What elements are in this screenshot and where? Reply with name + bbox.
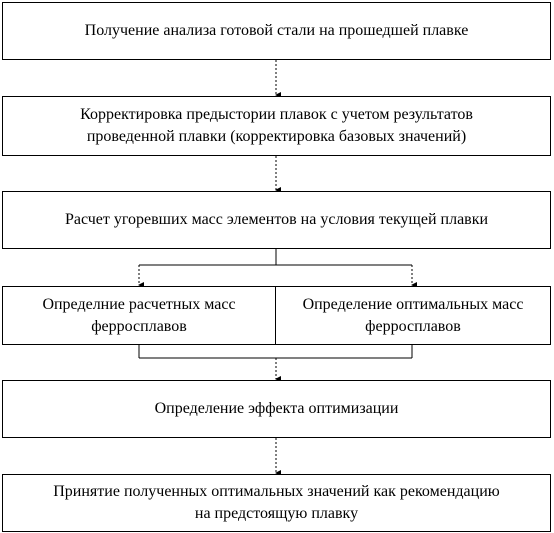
step-calc-ferroalloy-masses-line2: ферросплавов: [91, 317, 187, 335]
step-correct-history-line2: проведенной плавки (корректировка базовых значений): [86, 128, 467, 145]
step-calc-ferroalloy-masses: [2, 286, 276, 345]
step-correct-history: [2, 96, 551, 156]
step-optimization-effect: [2, 380, 551, 438]
step-calc-burned-masses: [2, 191, 551, 249]
step-accept-recommendation-line2: на предстоящую плавку: [194, 505, 359, 522]
step-optimization-effect-label: Определение эффекта оптимизации: [154, 400, 399, 417]
step-optimal-ferroalloy-masses: [275, 286, 551, 345]
step-calc-ferroalloy-masses-line1: Определние расчетных масс: [42, 295, 236, 313]
step-optimal-ferroalloy-masses-line1: Определение оптимальных масс: [302, 295, 524, 313]
step-get-analysis-label: Получение анализа готовой стали на прошедшей плавке: [84, 22, 469, 39]
step-optimal-ferroalloy-masses-line2: ферросплавов: [365, 317, 461, 335]
step-calc-burned-masses-label: Расчет угоревших масс элементов на условия текущей плавки: [64, 211, 489, 228]
step-get-analysis: [2, 2, 551, 60]
step-accept-recommendation: [2, 474, 551, 532]
step-accept-recommendation-line1: Принятие полученных оптимальных значений как рекомендацию: [53, 483, 500, 500]
step-correct-history-line1: Корректировка предыстории плавок с учетом результатов: [80, 106, 473, 123]
